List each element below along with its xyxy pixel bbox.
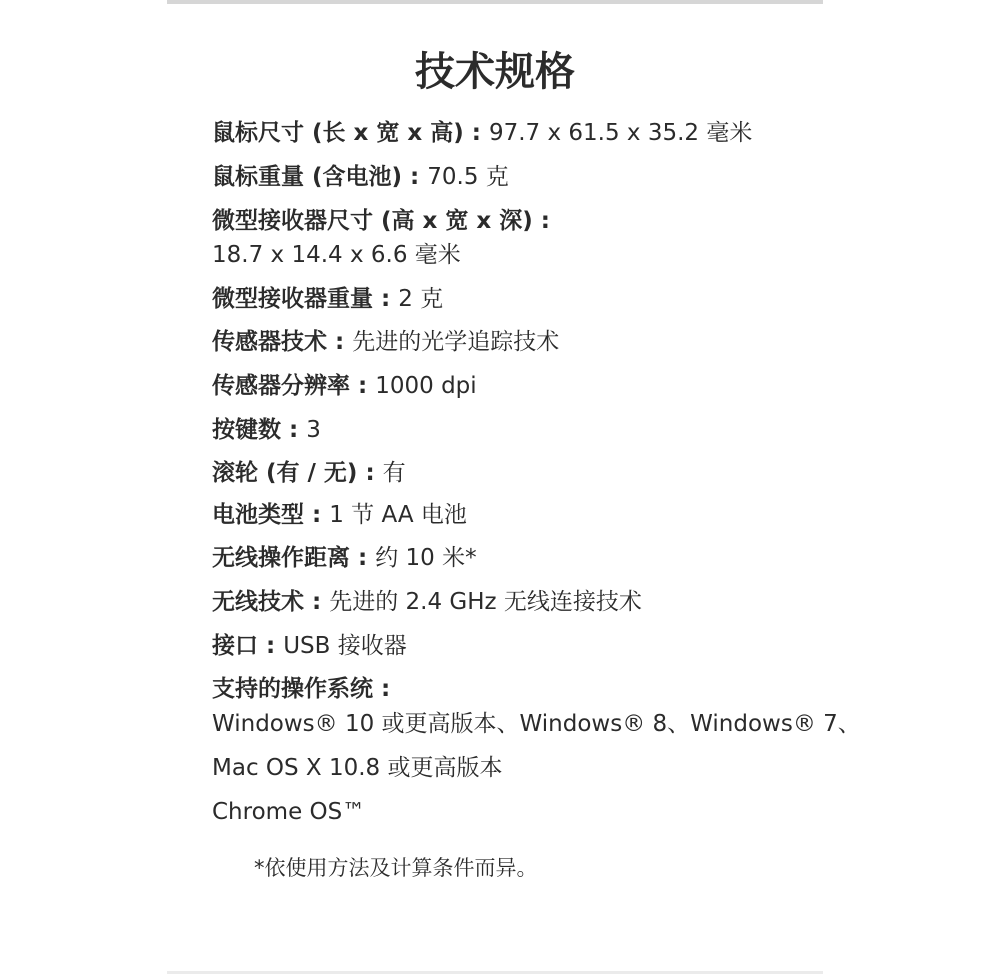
- footnote: *依使用方法及计算条件而异。: [254, 856, 538, 880]
- spec-value: 约 10 米*: [375, 545, 477, 571]
- spec-value: 2 克: [398, 286, 444, 312]
- spec-sensor-technology: [212, 326, 559, 358]
- spec-sensor-resolution: [212, 370, 477, 402]
- spec-value: 有: [382, 460, 406, 486]
- spec-label: 微型接收器尺寸 (高 x 宽 x 深) :: [212, 208, 550, 234]
- bottom-divider: [167, 971, 823, 974]
- spec-receiver-dimensions: [212, 205, 550, 237]
- spec-value: 70.5 克: [427, 164, 509, 190]
- spec-mouse-weight: [212, 161, 509, 193]
- os-windows-line: Windows® 10 或更高版本、Windows® 8、Windows® 7、: [212, 711, 861, 737]
- spec-label: 接口 :: [212, 633, 284, 659]
- spec-receiver-dimensions-value: 18.7 x 14.4 x 6.6 毫米: [212, 242, 461, 268]
- spec-value: 1 节 AA 电池: [329, 502, 467, 528]
- top-divider: [167, 0, 823, 4]
- spec-label: 支持的操作系统 :: [212, 676, 391, 702]
- spec-wireless-range: [212, 542, 477, 574]
- spec-wireless-technology: [212, 586, 642, 618]
- spec-label: 滚轮 (有 / 无) :: [212, 460, 383, 486]
- spec-supported-os: [212, 673, 390, 705]
- os-chrome-line: Chrome OS™: [212, 799, 366, 825]
- spec-mouse-dimensions: [212, 117, 752, 149]
- spec-label: 无线操作距离 :: [212, 545, 376, 571]
- spec-label: 无线技术 :: [212, 589, 330, 615]
- spec-value: 先进的光学追踪技术: [352, 329, 560, 355]
- spec-scroll-wheel: [212, 457, 406, 489]
- spec-receiver-weight: [212, 283, 443, 315]
- spec-value: 先进的 2.4 GHz 无线连接技术: [329, 589, 642, 615]
- spec-label: 传感器技术 :: [212, 329, 353, 355]
- page-title: 技术规格: [415, 49, 575, 95]
- spec-label: 传感器分辨率 :: [212, 373, 376, 399]
- spec-value: 1000 dpi: [375, 373, 477, 399]
- spec-label: 鼠标重量 (含电池) :: [212, 164, 428, 190]
- spec-interface: [212, 630, 407, 662]
- os-mac-line: Mac OS X 10.8 或更高版本: [212, 755, 503, 781]
- spec-value: 3: [306, 417, 321, 443]
- spec-label: 微型接收器重量 :: [212, 286, 399, 312]
- spec-label: 电池类型 :: [212, 502, 330, 528]
- spec-value: USB 接收器: [283, 633, 407, 659]
- spec-battery-type: [212, 499, 467, 531]
- spec-value: 97.7 x 61.5 x 35.2 毫米: [488, 120, 753, 146]
- spec-button-count: [212, 414, 321, 446]
- spec-label: 按键数 :: [212, 417, 307, 443]
- spec-label: 鼠标尺寸 (长 x 宽 x 高) :: [212, 120, 489, 146]
